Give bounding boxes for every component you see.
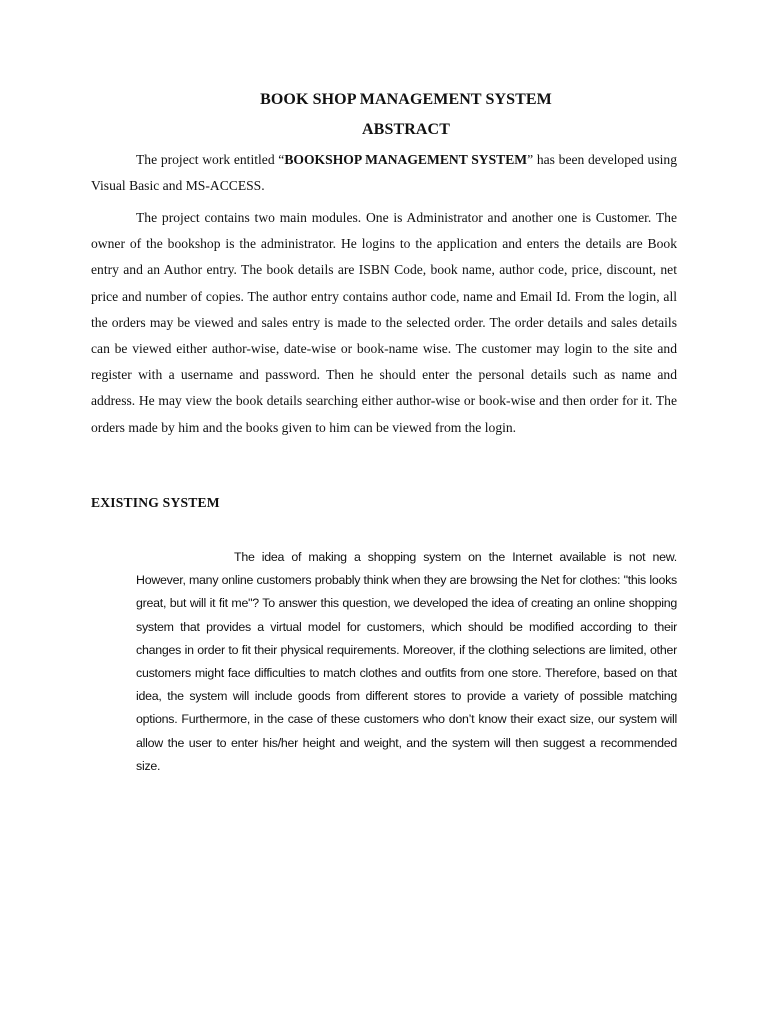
abstract-paragraph-1-tail: ” has been developed using Visual Basic and MS-ACCESS. [91,152,677,194]
abstract-paragraph-2: The project contains two main modules. One is Administrator and another one is Customer. The owner of the bookshop is the administrator. He logins to the application and enters the details are Book entry and an Author entry. The book details are ISBN Code, book name, author code, price, discount, net price and number of copies. The author entry contains author code, name and Email Id. From the login, all the orders may be viewed and sales entry is made to the selected order. The order details and sales details can be viewed either author-wise, date-wise or book-name wise. The customer may login to the site and register with a username and password. Then he should enter the personal details such as name and address. He may view the book details searching either author-wise or book-wise and then order for it. The orders made by him and the books given to him can be viewed from the login. [91,210,677,435]
abstract-paragraph-1-lead: The project work entitled “ [136,152,285,167]
abstract-paragraph-1 [91,147,677,199]
existing-system-paragraph: The idea of making a shopping system on the Internet available is not new. However, many online customers probably think when they are browsing the Net for clothes: "this looks great, but will it fit me"? To answer this question, we developed the idea of creating an online shopping system that provides a virtual model for customers, which should be modified according to their changes in order to fit their physical requirements. Moreover, if the clothing selections are limited, other customers might face difficulties to match clothes and outfits from one store. Therefore, based on that idea, the system will include goods from different stores to provide a variety of possible matching options. Furthermore, in the case of these customers who don’t know their exact size, our system will allow the user to enter his/her height and weight, and the system will then suggest a recommended size. [136,550,677,773]
abstract-heading: ABSTRACT [362,121,450,138]
document-title: BOOK SHOP MANAGEMENT SYSTEM [260,91,552,108]
existing-system-heading: EXISTING SYSTEM [91,495,220,510]
project-name-bold: BOOKSHOP MANAGEMENT SYSTEM [284,152,528,167]
